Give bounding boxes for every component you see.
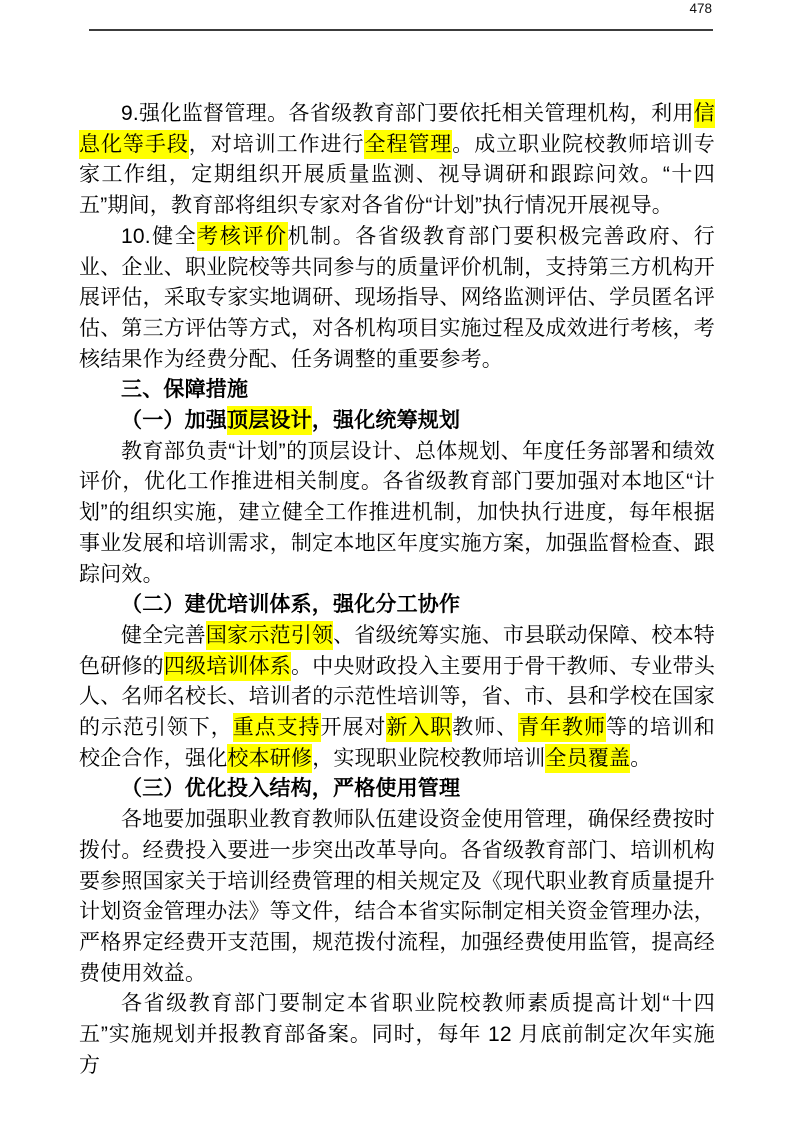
- text-segment: 等的培训和校企合作，强化: [79, 716, 715, 770]
- page-number: 478: [689, 1, 712, 16]
- section-heading: [79, 590, 715, 621]
- text-segment: 三、保障措施: [121, 378, 249, 402]
- text-segment: 。成立职业院校教师培训专家工作组，定期组织开展质量监测、视导调研和跟踪问效。“十四五”期间，教育部将组织专家对各省份“计划”执行情况开展视导。: [79, 132, 715, 218]
- text-segment: 机制。各省级教育部门要积极完善政府、行业、企业、职业院校等共同参与的质量评价机制，支持第三方机构开展评估，采取专家实地调研、现场指导、网络监测评估、学员匿名评估、第三方评估等方式，对各机构项目实施过程及成效进行考核，考核结果作为经费分配、任务调整的重要参考。: [79, 224, 715, 371]
- text-segment: （二）建优培训体系，强化分工协作: [121, 593, 461, 617]
- section-heading: [79, 406, 715, 437]
- highlighted-text: 全员覆盖: [545, 744, 630, 773]
- paragraph: [79, 621, 715, 775]
- text-segment: 教师、: [452, 716, 519, 740]
- text-segment: （一）加强: [121, 409, 227, 433]
- text-segment: 、省级统筹实施、市县联动保障、校本特色研修的: [79, 623, 715, 678]
- highlighted-text: 青年教师: [518, 713, 606, 742]
- paragraph: [79, 989, 715, 1081]
- text-segment: 各省级教育部门要制定本省职业院校教师素质提高计划“十四五”实施规划并报教育部备案。同时，每年 12 月底前制定次年实施方: [79, 992, 715, 1077]
- document-content: [79, 99, 715, 1082]
- paragraph: [79, 437, 715, 591]
- section-heading: [79, 375, 715, 406]
- highlighted-text: 校本研修: [227, 744, 312, 773]
- paragraph: [79, 805, 715, 989]
- text-segment: 健全完善: [121, 623, 206, 647]
- highlighted-text: 考核评价: [197, 222, 287, 251]
- paragraph: [79, 222, 715, 376]
- paragraph: [79, 99, 715, 222]
- text-segment: ，实现职业院校教师培训: [312, 746, 546, 770]
- highlighted-text: 四级培训体系: [164, 652, 291, 681]
- text-segment: 各地要加强职业教育教师队伍建设资金使用管理，确保经费按时拨付。经费投入要进一步突出改革导向。各省级教育部门、培训机构要参照国家关于培训经费管理的相关规定及《现代职业教育质量提升计划资金管理办法》等文件，结合本省实际制定相关资金管理办法，严格界定经费开支范围，规范拨付流程，加强经费使用监管，提高经费使用效益。: [79, 808, 715, 985]
- text-segment: 9.强化监督管理。各省级教育部门要依托相关管理机构，利用: [121, 102, 694, 125]
- highlighted-text: 顶层设计: [227, 406, 312, 435]
- text-segment: ，强化统筹规划: [311, 409, 461, 433]
- text-segment: （三）优化投入结构，严格使用管理: [121, 777, 461, 801]
- text-segment: 教育部负责“计划”的顶层设计、总体规划、年度任务部署和绩效评价，优化工作推进相关制度。各省级教育部门要加强对本地区“计划”的组织实施，建立健全工作推进机制，加快执行进度，每年根据事业发展和培训需求，制定本地区年度实施方案，加强监督检查、跟踪问效。: [79, 439, 715, 586]
- highlighted-text: 信息化等手段: [79, 99, 715, 159]
- text-segment: 10.健全: [121, 224, 198, 248]
- highlighted-text: 重点支持: [233, 713, 321, 742]
- text-segment: 开展对: [320, 716, 387, 740]
- text-segment: 。中央财政投入主要用于骨干教师、专业带头人、名师名校长、培训者的示范性培训等，省、市、县和学校在国家的示范引领下，: [79, 654, 716, 740]
- highlighted-text: 国家示范引领: [206, 621, 333, 650]
- section-heading: [79, 774, 715, 805]
- text-segment: 。: [630, 746, 652, 770]
- highlighted-text: 新入职: [386, 713, 452, 742]
- header-rule: [89, 29, 713, 31]
- text-segment: ，对培训工作进行: [188, 132, 365, 156]
- highlighted-text: 全程管理: [364, 130, 452, 159]
